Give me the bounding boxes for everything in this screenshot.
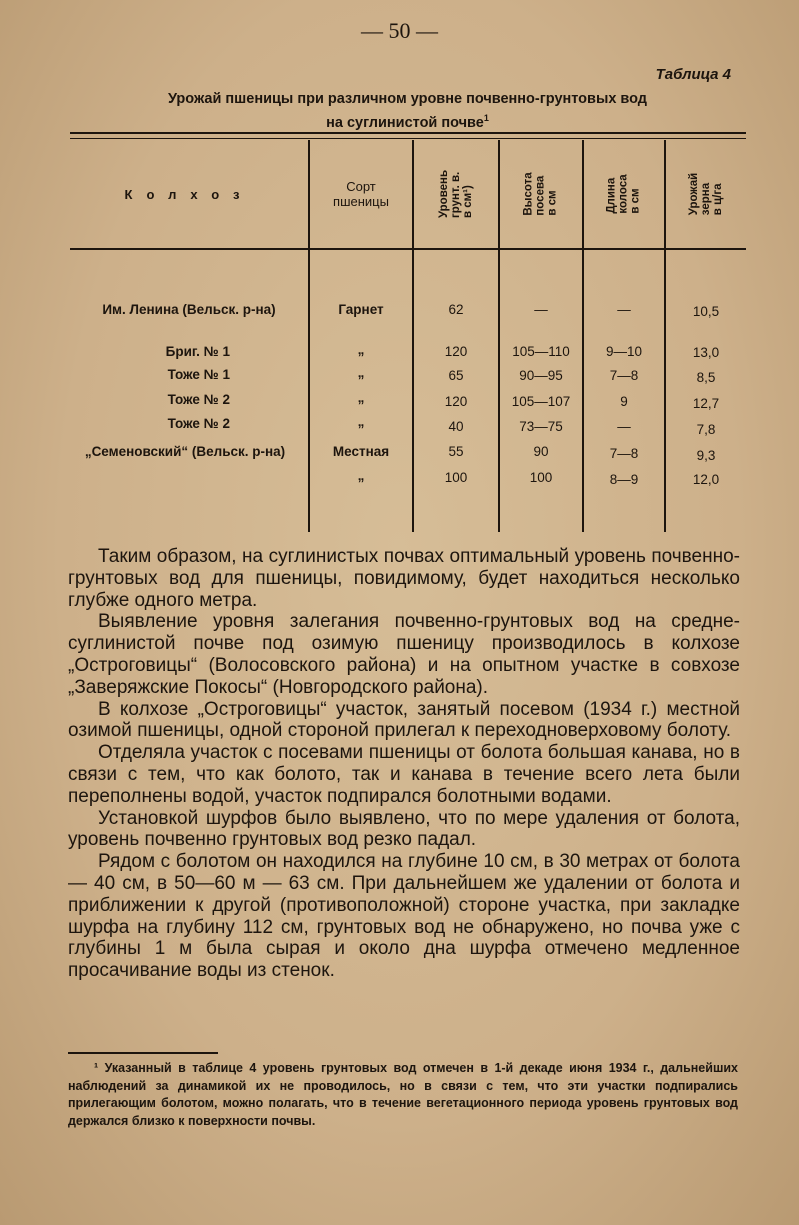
cell-kolkhoz: Бриг. № 1 [165,344,230,359]
cell-kolkhoz: Тоже № 2 [167,392,230,407]
cell-kolkhoz: „Семеновский“ (Вельск. р-на) [84,444,286,459]
page-number: — 50 — [361,18,438,43]
cell-height: — [534,302,548,317]
footnote: ¹ Указанный в таблице 4 уровень грунтовых вод отмечен в 1-й декаде июня 1934 г., дальнейших наблюдений за динамикой их не проводилось, но в связи с тем, что эти участки подпирались прилегающим болотом, можно полагать, что в течение вегетационного периода уровень грунтовых вод держался близко к поверхности почвы. [68,1061,738,1128]
cell-sort: Гарнет [338,302,384,317]
header-height [500,140,582,248]
header-height-text: Высота посева в см [522,172,559,216]
paragraph: Отделяла участок с посевами пшеницы от болота большая канава, но в связи с тем, что как болото, так и канава в течение всего лета были переполнены водой, участок подпирался болотными водами. [68,742,740,807]
cell-height: 73—75 [519,419,563,434]
header-yield [666,140,746,248]
cell-height: 105—110 [512,344,570,359]
table-top-rule [70,132,746,134]
cell-level: 120 [444,394,468,409]
table-header-rule [70,248,746,250]
table-top-rule-thin [70,138,746,139]
cell-level: 55 [448,444,464,459]
paragraph: В колхозе „Остроговицы“ участок, занятый посевом (1934 г.) местной озимой пшеницы, одной стороной прилегал к переходноверховому болоту. [68,698,740,742]
cell-ear: 8—9 [609,472,639,487]
cell-ear: 7—8 [609,446,639,461]
paragraph: Таким образом, на суглинистых почвах оптимальный уровень почвенно-грунтовых вод для пшеницы, повидимому, будет находиться несколько глубже одного метра. [68,546,740,611]
cell-sort: Местная [332,444,390,459]
cell-sort: „ [357,390,365,405]
header-level-text: Уровень грунт. в. в см¹) [437,169,474,219]
footnote-divider [68,1052,218,1054]
paragraph: Выявление уровня залегания почвенно-грунтовых вод на средне-суглинистой почве под озимую пшеницу производилось в колхозе „Остроговицы“ (Волосовского района) и на опытном участке в совхозе „Заверяжские Покосы“ (Новгородского района). [68,611,740,698]
cell-level: 120 [444,344,468,359]
cell-kolkhoz: Тоже № 2 [167,416,230,431]
header-level [414,140,498,248]
cell-yield: 7,8 [696,422,716,437]
header-sort-line1: Сорт [346,179,376,194]
cell-sort: „ [357,414,365,429]
cell-sort: „ [357,342,365,357]
cell-level: 40 [448,419,464,434]
cell-yield: 13,0 [692,345,720,360]
cell-kolkhoz: Им. Ленина (Вельск. р-на) [102,302,276,317]
header-ear-text: Длина колоса в см [606,174,642,214]
cell-level: 100 [444,470,468,485]
paragraph: Рядом с болотом он находился на глубине 10 см, в 30 метрах от болота — 40 см, в 50—60 м — 63 см. При дальнейшем же удалении от болота и приближении к другой (противоположной) стороне участка, при закладке шурфа на глубину 112 см, грунтовых вод не обнаружено, но почва уже с глубины 1 м была сырая и около дна шурфа отмечено медленное просачивание воды из стенок. [68,851,740,982]
cell-ear: 9 [620,394,628,409]
cell-sort: „ [357,365,365,380]
cell-ear: 9—10 [605,344,643,359]
table-title-footnote-mark: 1 [483,113,489,123]
table-title [70,90,745,133]
header-ear [584,140,664,248]
cell-height: 90—95 [519,368,563,383]
cell-yield: 8,5 [696,370,716,385]
cell-sort: „ [357,468,365,483]
table-title-line2 [70,109,745,133]
cell-level: 62 [448,302,464,317]
cell-height: 105—107 [511,394,571,409]
cell-yield: 12,0 [692,472,720,487]
cell-height: 100 [529,470,553,485]
table-title-line2-text: на суглинистой почве [326,114,484,131]
header-kolkhoz: Колхоз [124,186,254,202]
cell-yield: 12,7 [692,396,720,411]
cell-height: 90 [533,444,549,459]
header-sort [310,140,412,248]
cell-ear: 7—8 [609,368,639,383]
header-yield-text: Урожай зерна в ц/га [688,172,724,216]
cell-kolkhoz: Тоже № 1 [167,367,230,382]
body-text [68,546,740,982]
cell-yield: 10,5 [692,304,720,319]
cell-yield: 9,3 [696,448,716,463]
cell-ear: — [617,419,631,434]
cell-level: 65 [448,368,464,383]
header-sort-line2: пшеницы [333,194,389,209]
table-label: Таблица 4 [655,66,731,83]
paragraph: Установкой шурфов было выявлено, что по мере удаления от болота, уровень почвенно грунтовых вод резко падал. [68,807,740,851]
yield-table [70,132,746,534]
cell-ear: — [617,302,631,317]
table-title-line1: Урожай пшеницы при различном уровне почвенно-грунтовых вод [167,91,648,107]
